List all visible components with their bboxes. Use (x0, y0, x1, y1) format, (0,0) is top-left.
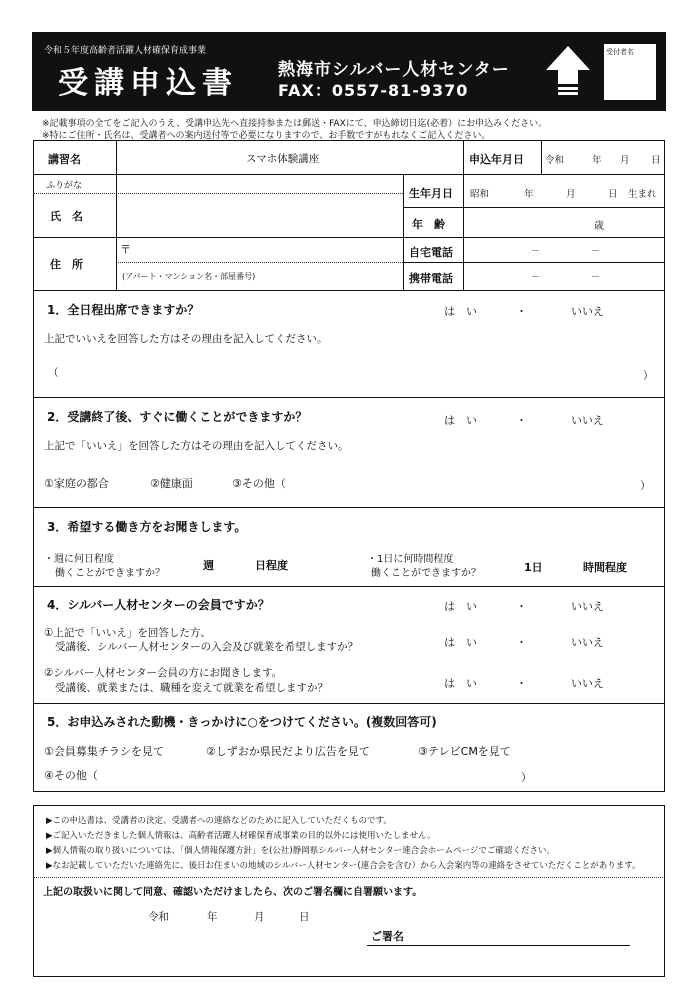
q1-yes-option[interactable]: は い (444, 305, 477, 318)
q2-instruction: 上記で「いいえ」を回答した方はその理由を記入してください。 (44, 440, 349, 452)
q2-option-health[interactable]: ②健康面 (150, 477, 193, 490)
q3-day-label: 1日 (524, 561, 543, 574)
consent-statement: 上記の取扱いに関して同意、確認いただけましたら、次のご署名欄に自署願います。 (43, 887, 423, 898)
q5-option-tv[interactable]: ③テレビCMを見て (418, 745, 511, 758)
sign-date-month: 月 (254, 911, 265, 923)
q4-sub1-line2: 受講後、シルバー人材センターの入会及び就業を希望しますか？ (55, 641, 359, 653)
apply-date-era: 令和 (545, 155, 565, 166)
home-phone-dash-1: － (531, 247, 541, 257)
mobile-phone-dash-1: － (531, 273, 541, 283)
signature-label: ご署名 (371, 930, 404, 943)
q5-title: 5．お申込みされた動機・きっかけに○をつけてください。(複数回答可) (47, 715, 437, 729)
mobile-phone-field[interactable] (464, 263, 664, 289)
q2-yes-option[interactable]: は い (444, 414, 477, 427)
q2-separator: ・ (516, 414, 527, 427)
birth-era: 昭和 (470, 189, 490, 200)
age-field[interactable] (464, 208, 664, 236)
q2-title: 2．受講終了後、すぐに働くことができますか？ (47, 410, 308, 424)
q4-sub1-yes-option[interactable]: は い (444, 636, 477, 649)
name-label: 氏 名 (50, 210, 83, 223)
q3-hours-unit: 時間程度 (583, 561, 627, 574)
q4-sub2-line1: ②シルバー人材センター会員の方にお聞きします。 (44, 667, 283, 679)
apply-date-day: 日 (651, 155, 661, 166)
apply-date-label: 申込年月日 (469, 153, 524, 166)
home-phone-dash-2: － (591, 247, 601, 257)
up-arrow-icon (544, 44, 592, 100)
address-note: (アパート・マンション名・部屋番号) (122, 272, 256, 281)
age-unit: 歳 (594, 221, 604, 232)
privacy-line-2: ▶ご記入いただきました個人情報は、高齢者活躍人材確保育成事業の目的以外には使用いたしません。 (46, 831, 436, 841)
q2-option-family[interactable]: ①家庭の都合 (44, 477, 109, 490)
q3-days-question-2: 働くことができますか？ (55, 568, 165, 579)
fax-number: FAX：0557-81-9370 (278, 81, 469, 100)
sign-date-day: 日 (299, 911, 310, 923)
furigana-field[interactable] (117, 175, 402, 192)
sign-date-era: 令和 (148, 911, 169, 923)
q4-sub1-separator: ・ (516, 636, 527, 649)
postal-mark: 〒 (120, 243, 131, 256)
sign-date-field[interactable] (140, 904, 320, 926)
q4-separator: ・ (516, 600, 527, 613)
q2-other-field[interactable] (300, 472, 635, 492)
birth-month: 月 (566, 189, 576, 200)
address-label: 住 所 (50, 258, 83, 271)
q4-no-option[interactable]: いいえ (571, 600, 604, 613)
birth-suffix: 生まれ (628, 189, 657, 200)
q3-hours-field[interactable] (548, 554, 580, 574)
furigana-label: ふりがな (46, 181, 83, 191)
q3-hours-question-2: 働くことができますか？ (371, 568, 481, 579)
q1-close-paren: ） (643, 370, 654, 382)
instruction-note-2: ※特にご住所・氏名は、受講者への案内送付等で必要になりますので、お手数ですがもれなくご記入ください。 (42, 131, 491, 141)
q5-option-newsletter[interactable]: ②しずおか県民だより広告を見て (206, 745, 370, 758)
q2-no-option[interactable]: いいえ (571, 414, 604, 427)
q3-days-unit: 日程度 (255, 559, 288, 572)
age-label: 年 齢 (412, 218, 445, 231)
q5-option-other[interactable]: ④その他（ (44, 769, 98, 782)
q4-sub1-no-option[interactable]: いいえ (571, 636, 604, 649)
q4-sub2-separator: ・ (516, 677, 527, 690)
name-field[interactable] (117, 195, 402, 236)
q5-option-flyer[interactable]: ①会員募集チラシを見て (44, 745, 164, 758)
project-name: 令和５年度高齢者活躍人材確保育成事業 (44, 46, 207, 56)
q1-separator: ・ (516, 305, 527, 318)
q1-instruction: 上記でいいえを回答した方はその理由を記入してください。 (44, 333, 328, 345)
q3-days-question-1: ・週に何日程度 (44, 554, 114, 565)
signature-field[interactable] (410, 922, 630, 944)
q4-yes-option[interactable]: は い (444, 600, 477, 613)
q5-close-paren: ） (521, 771, 532, 784)
q5-other-field[interactable] (112, 764, 517, 784)
q3-title: 3．希望する働き方をお聞きします。 (47, 520, 247, 534)
q3-hours-question-1: ・1日に何時間程度 (367, 554, 454, 565)
mobile-phone-dash-2: － (591, 273, 601, 283)
receiver-stamp-label: 受付者名 (606, 48, 634, 56)
privacy-line-4: ▶なお記載していただいた連絡先に、後日お住まいの地域のシルバー人材センター(連合会を含む）から入会案内等の連絡をさせていただくことがあります。 (46, 861, 641, 871)
q2-option-other[interactable]: ③その他（ (232, 477, 286, 490)
q4-sub1-line1: ①上記で「いいえ」を回答した方、 (44, 627, 211, 639)
q1-reason-field[interactable] (60, 360, 640, 384)
course-name-label: 講習名 (48, 153, 81, 166)
q3-days-field[interactable] (222, 552, 252, 572)
birth-day: 日 (608, 189, 618, 200)
q4-title: 4．シルバー人材センターの会員ですか？ (47, 598, 270, 612)
course-name-value: スマホ体験講座 (246, 153, 320, 165)
q4-sub2-no-option[interactable]: いいえ (571, 677, 604, 690)
center-name: 熱海市シルバー人材センター (278, 60, 510, 80)
q1-no-option[interactable]: いいえ (571, 305, 604, 318)
q3-week-label: 週 (203, 559, 214, 572)
home-phone-field[interactable] (464, 238, 664, 261)
q1-open-paren: （ (48, 367, 59, 379)
instruction-note-1: ※記載事項の全てをご記入のうえ、受講申込先へ直接持参または郵送・FAXにて、申込締切日迄(必着）にお申込みください。 (42, 119, 548, 129)
apply-date-month: 月 (620, 155, 630, 166)
privacy-line-3: ▶個人情報の取り扱いについては、「個人情報保護方針」を(公社)静岡県シルバー人材センター連合会ホームページでご確認ください。 (46, 846, 555, 856)
form-title: 受講申込書 (58, 66, 238, 101)
mobile-phone-label: 携帯電話 (409, 272, 453, 285)
home-phone-label: 自宅電話 (409, 246, 453, 259)
q4-sub2-yes-option[interactable]: は い (444, 677, 477, 690)
q4-sub2-line2: 受講後、就業または、職種を変えて就業を希望しますか？ (55, 682, 328, 694)
apply-date-year: 年 (592, 155, 602, 166)
privacy-line-1: ▶この申込書は、受講者の決定、受講者への連絡などのために記入していただくものです。 (46, 816, 392, 826)
sign-date-year: 年 (207, 911, 218, 923)
birth-date-label: 生年月日 (409, 187, 453, 200)
q1-title: 1．全日程出席できますか？ (47, 303, 200, 317)
birth-year: 年 (524, 189, 534, 200)
q2-close-paren: ） (640, 479, 651, 492)
